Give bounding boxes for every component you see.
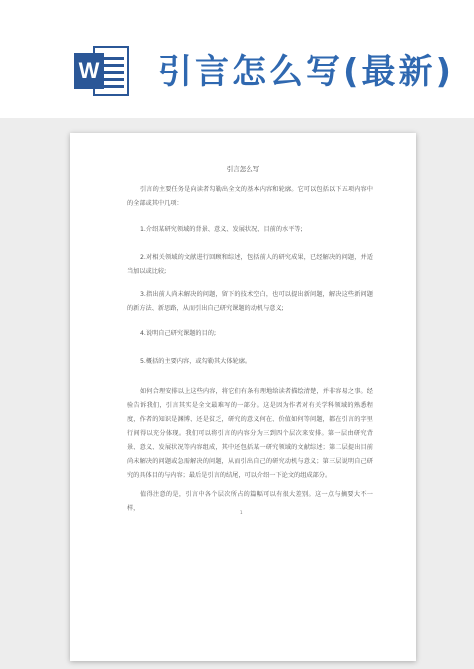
document-title: 引言怎么写 <box>226 165 260 173</box>
paragraph-item-2: 2.对相关领域的文献进行回顾和综述，包括前人的研究成果，已经解决的问题，并适当加以或比较; <box>127 254 373 275</box>
word-document-icon <box>72 45 130 97</box>
paragraph-item-4: 4.说明自己研究课题的目的; <box>140 330 217 337</box>
paragraph-intro: 引言的主要任务是向读者勾勒出全文的基本内容和轮廓。它可以包括以下五项内容中的全部或其中几项： <box>127 186 373 207</box>
document-page <box>70 133 416 661</box>
paragraph-item-1: 1.介绍某研究领域的背景、意义、发展状况、目前的水平等; <box>140 226 303 233</box>
paragraph-item-3: 3.指出前人尚未解决的问题，留下的技术空白，也可以提出新问题，解决这些新问题的新方法、新思路，从而引出自己研究课题的动机与意义; <box>127 291 373 312</box>
page-title: 引言怎么写(最新) <box>158 52 455 92</box>
paragraph-body: 如何合理安排以上这些内容，将它们有条有理地给读者描绘清楚，并非容易之事。经验告诉我们，引言其实是全文最难写的一部分。这是因为作者对有关学科领域的熟悉程度，作者的知识是渊博、还是贫乏，研究的意义何在、价值如何等问题，都在引言的字里行间得以充分体现。我们可以将引言的内容分为三到四个层次来安排。第一层由研究背景、意义、发展状况等内容组成，其中还包括某一研究领域的文献综述；第二层提出目前尚未解决的问题或急需解决的问题，从而引出自己的研究动机与意义；第三层说明自己研究的具体目的与内容；最后是引言的结尾，可以介绍一下论文的组成部分。 <box>127 388 373 479</box>
word-logo-letter: W <box>78 58 100 83</box>
paragraph-note: 值得注意的是，引言中各个层次所占的篇幅可以有很大差别。这一点与摘要大不一样， <box>127 491 373 512</box>
paragraph-item-5: 5.概括的主要内容，或勾勒其大体轮廓。 <box>140 358 252 365</box>
header-banner <box>0 0 474 135</box>
page-number: 1 <box>240 510 243 515</box>
